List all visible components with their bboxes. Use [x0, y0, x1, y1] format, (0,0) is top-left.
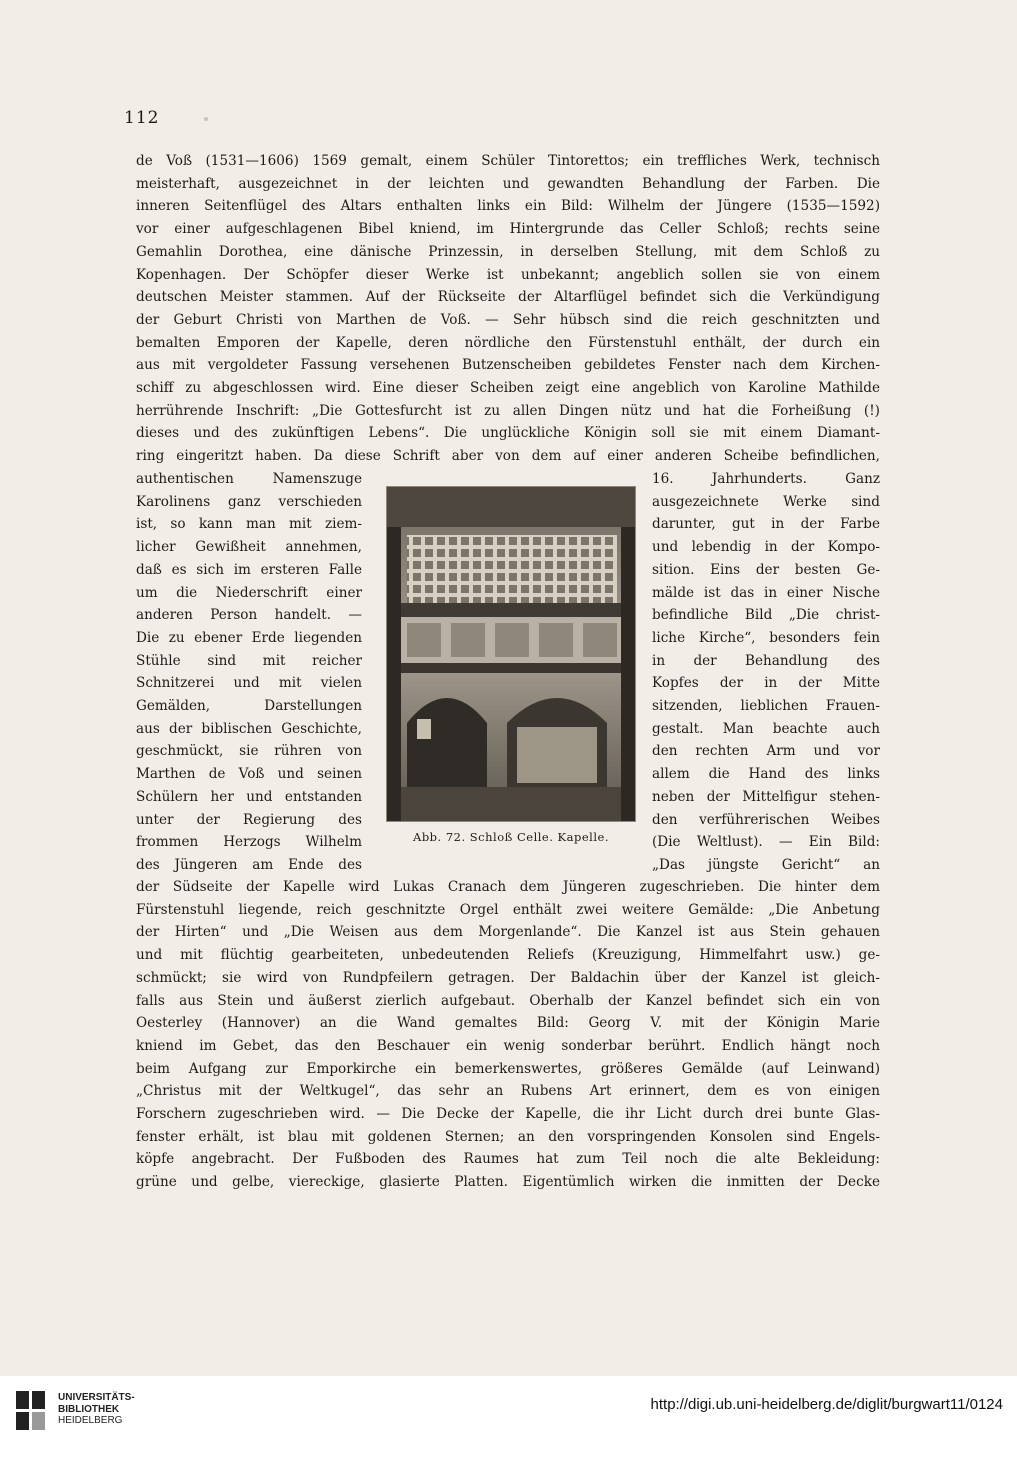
text-line: Schnitzerei und mit vielen [136, 675, 362, 692]
text-line: bemalten Emporen der Kapelle, deren nördliche den Fürstenstuhl enthält, der durch ein [136, 334, 880, 351]
text-line: ring eingeritzt haben. Da diese Schrift aber von dem auf einer anderen Scheibe befindlichen, [136, 448, 880, 465]
page-number: 112 [124, 108, 160, 128]
text-line: Gemahlin Dorothea, eine dänische Prinzessin, in derselben Stellung, mit dem Schloß zu [136, 243, 880, 260]
text-line: grüne und gelbe, viereckige, glasierte Platten. Eigentümlich wirken die inmitten der Decke [136, 1174, 880, 1191]
text-line: Stühle sind mit reicher [136, 652, 362, 669]
top-paragraph [136, 150, 880, 468]
text-line: allem die Hand des links [652, 766, 880, 783]
text-line: Forschern zugeschrieben wird. — Die Decke der Kapelle, die ihr Licht durch drei bunte Glas- [136, 1106, 880, 1123]
text-line: der Geburt Christi von Marthen de Voß. — Sehr hübsch sind die reich geschnitzten und [136, 311, 880, 328]
text-line: darunter, gut in der Farbe [652, 516, 880, 533]
text-line: der Hirten“ und „Die Weisen aus dem Morgenlande“. Die Kanzel ist aus Stein gehauen [136, 924, 880, 941]
text-line: anderen Person handelt. — [136, 607, 362, 624]
bottom-paragraph [136, 876, 880, 1194]
chapel-photograph [386, 486, 636, 822]
chapel-illustration [387, 487, 635, 821]
text-line: meisterhaft, ausgezeichnet in der leichten und gewandten Behandlung der Farben. Die [136, 175, 880, 192]
text-line: in der Behandlung des [652, 652, 880, 669]
speck-dot [204, 117, 208, 121]
text-line: Die zu ebener Erde liegenden [136, 629, 362, 646]
text-line: liche Kirche“, besonders fein [652, 629, 880, 646]
text-line: de Voß (1531—1606) 1569 gemalt, einem Schüler Tintorettos; ein treffliches Werk, technisch [136, 153, 880, 169]
text-line: schmückt; sie wird von Rundpfeilern getragen. Der Baldachin über der Kanzel ist gleich- [136, 969, 880, 986]
text-line: fenster erhält, ist blau mit goldenen Sternen; an den vorspringenden Konsolen sind Engels- [136, 1128, 880, 1145]
text-line: frommen Herzogs Wilhelm [136, 834, 362, 851]
text-line: kniend im Gebet, das den Beschauer ein wenig sonderbar berührt. Endlich hängt noch [136, 1037, 880, 1054]
text-line: aus mit vergoldeter Fassung versehenen Butzenscheiben gebildetes Fenster nach dem Kirchen- [136, 357, 880, 374]
text-line: daß es sich im ersteren Falle [136, 561, 362, 578]
text-line: „Das jüngste Gericht“ an [652, 856, 880, 873]
text-line: Kopfes der in der Mitte [652, 675, 880, 692]
library-logo-icon [16, 1391, 46, 1431]
text-line: herrührende Inschrift: „Die Gottesfurcht ist zu allen Dingen nütz und hat die Forheißung (!) [136, 402, 880, 419]
text-line: beim Aufgang zur Emporkirche ein bemerkenswertes, größeres Gemälde (auf Leinwand) [136, 1060, 880, 1077]
text-line: und mit flüchtig gearbeiteten, unbedeutenden Reliefs (Kreuzigung, Himmelfahrt usw.) ge- [136, 947, 880, 964]
text-line: „Christus mit der Weltkugel“, das sehr an Rubens Art erinnert, dem es von einigen [136, 1083, 880, 1100]
text-line: des Jüngeren am Ende des [136, 856, 362, 873]
text-line: Marthen de Voß und seinen [136, 766, 362, 783]
text-line: befindliche Bild „Die christ- [652, 607, 880, 624]
source-url-link[interactable]: http://digi.ub.uni-heidelberg.de/diglit/burgwart11/0124 [650, 1396, 1003, 1413]
library-logo-text [58, 1392, 135, 1427]
logo-line-1: UNIVERSITÄTS- [58, 1392, 135, 1403]
text-line: unter der Regierung des [136, 811, 362, 828]
text-line: schiff zu abgeschlossen wird. Eine dieser Scheiben zeigt eine angeblich von Karoline Mathilde [136, 380, 880, 397]
text-line: geschmückt, sie rühren von [136, 743, 362, 760]
logo-line-3: HEIDELBERG [58, 1415, 123, 1426]
text-line: gestalt. Man beachte auch [652, 720, 880, 737]
text-line: Karolinens ganz verschieden [136, 493, 362, 510]
text-line: Kopenhagen. Der Schöpfer dieser Werke ist unbekannt; angeblich sollen sie von einem [136, 266, 880, 283]
text-line: sitzenden, lieblichen Frauen- [652, 698, 880, 715]
text-line: um die Niederschrift einer [136, 584, 362, 601]
text-line: ist, so kann man mit ziem- [136, 516, 362, 533]
text-line: dieses und des zukünftigen Lebens“. Die unglückliche Königin soll sie mit einem Diamant- [136, 425, 880, 442]
figure-caption: Abb. 72. Schloß Celle. Kapelle. [413, 830, 609, 844]
text-line: sition. Eins der besten Ge- [652, 561, 880, 578]
text-line: den verführerischen Weibes [652, 811, 880, 828]
text-line: deutschen Meister stammen. Auf der Rückseite der Altarflügel befindet sich die Verkündigung [136, 289, 880, 306]
library-footer [0, 1376, 1017, 1460]
text-line: vor einer aufgeschlagenen Bibel kniend, im Hintergrunde das Celler Schloß; rechts seine [136, 221, 880, 238]
text-line: inneren Seitenflügel des Altars enthalten links ein Bild: Wilhelm der Jüngere (1535—1592) [136, 198, 880, 215]
left-column-text [136, 468, 362, 877]
text-line: köpfe angebracht. Der Fußboden des Raumes hat zum Teil noch die alte Bekleidung: [136, 1151, 880, 1168]
logo-line-2: BIBLIOTHEK [58, 1403, 120, 1415]
text-line: mälde ist das in einer Nische [652, 584, 880, 601]
text-line: authentischen Namenszuge [136, 471, 362, 487]
text-line: Oesterley (Hannover) an die Wand gemaltes Bild: Georg V. mit der Königin Marie [136, 1015, 880, 1032]
text-line: der Südseite der Kapelle wird Lukas Cranach dem Jüngeren zugeschrieben. Die hinter dem [136, 879, 880, 895]
text-line: Fürstenstuhl liegende, reich geschnitzte Orgel enthält zwei weitere Gemälde: „Die Anbetung [136, 901, 880, 918]
text-line: Schülern her und entstanden [136, 788, 362, 805]
text-line: aus der biblischen Geschichte, [136, 720, 362, 737]
text-line: ausgezeichnete Werke sind [652, 493, 880, 510]
text-line: und lebendig in der Kompo- [652, 539, 880, 556]
text-line: (Die Weltlust). — Ein Bild: [652, 834, 880, 851]
text-line: Gemälden, Darstellungen [136, 698, 362, 715]
text-line: falls aus Stein und äußerst zierlich aufgebaut. Oberhalb der Kanzel befindet sich ein von [136, 992, 880, 1009]
text-line: neben der Mittelfigur stehen- [652, 788, 880, 805]
text-line: den rechten Arm und vor [652, 743, 880, 760]
text-line: 16. Jahrhunderts. Ganz [652, 471, 880, 487]
text-line: licher Gewißheit annehmen, [136, 539, 362, 556]
right-column-text [652, 468, 880, 877]
